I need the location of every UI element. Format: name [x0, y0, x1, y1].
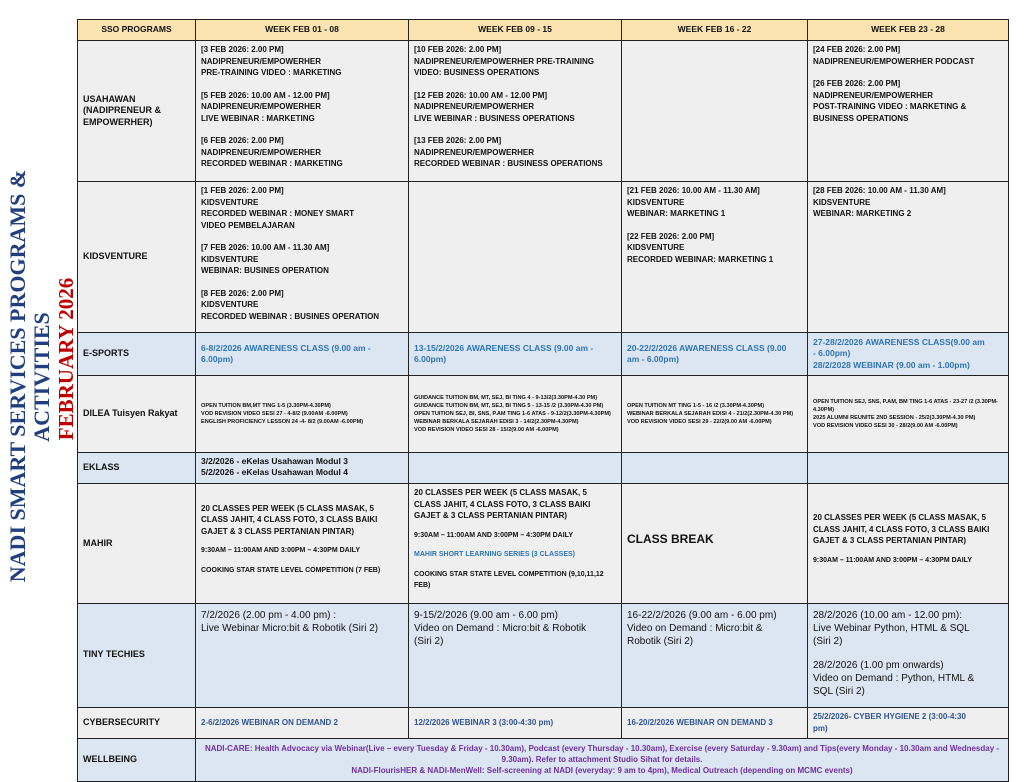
schedule-entry: CLASS BREAK: [627, 531, 714, 546]
week-1-cell: [196, 41, 409, 182]
schedule-entry: 20 CLASSES PER WEEK (5 CLASS MASAK, 5 CLASS JAHIT, 4 CLASS FOTO, 3 CLASS BAIKI GAJET & 3 CLASS PERTANIAN PINTAR): [414, 488, 591, 520]
program-row: [78, 484, 1009, 604]
schedule-entry: [26 FEB 2026: 2.00 PM] NADIPRENEUR/EMPOWERHER POST-TRAINING VIDEO : MARKETING & BUSINESS OPERATIONS: [813, 79, 967, 123]
week-3-cell: [622, 333, 808, 376]
schedule-entry: 28/2/2026 (1.00 pm onwards) Video on Demand : Python, HTML & SQL (Siri 2): [813, 659, 975, 697]
week-2-cell: [409, 453, 622, 484]
week-2-cell: [409, 376, 622, 453]
week-2-cell: [409, 182, 622, 333]
schedule-entry: NADI-FlourisHER & NADI-MenWell: Self-screening at NADI (everyday: 9 am to 4pm), Medical Outreach (depending on MCMC events): [351, 766, 853, 775]
schedule-entry: 9:30AM – 11:00AM AND 3:00PM – 4:30PM DAILY: [813, 556, 972, 564]
header-week-4: WEEK FEB 23 - 28: [808, 20, 1009, 41]
program-label: USAHAWAN (NADIPRENEUR & EMPOWERHER): [78, 41, 196, 182]
schedule-entry: 16-20/2/2026 WEBINAR ON DEMAND 3: [627, 717, 773, 727]
week-1-cell: [196, 333, 409, 376]
week-1-cell: [196, 603, 409, 707]
program-label: E-SPORTS: [78, 333, 196, 376]
week-3-cell: [622, 453, 808, 484]
header-row: [78, 20, 1009, 41]
schedule-entry: [7 FEB 2026: 10.00 AM - 11.30 AM] KIDSVENTURE WEBINAR: BUSINES OPERATION: [201, 243, 330, 275]
program-row: [78, 376, 1009, 453]
week-1-cell: [196, 376, 409, 453]
week-4-cell: [808, 376, 1009, 453]
week-2-cell: [409, 41, 622, 182]
week-4-cell: [808, 484, 1009, 604]
schedule-entry: [22 FEB 2026: 2.00 PM] KIDSVENTURE RECORDED WEBINAR: MARKETING 1: [627, 231, 774, 264]
program-label: DILEA Tuisyen Rakyat: [78, 376, 196, 453]
week-1-cell: [196, 453, 409, 484]
program-row: [78, 453, 1009, 484]
schedule-entry: 3/2/2026 - eKelas Usahawan Modul 3 5/2/2026 - eKelas Usahawan Modul 4: [201, 456, 348, 477]
program-row: [78, 738, 1009, 781]
header-week-1: WEEK FEB 01 - 08: [196, 20, 409, 41]
week-3-cell: [622, 182, 808, 333]
schedule-table: [77, 19, 1009, 782]
program-label: EKLASS: [78, 453, 196, 484]
week-4-cell: [808, 603, 1009, 707]
schedule-entry: 20 CLASSES PER WEEK (5 CLASS MASAK, 5 CLASS JAHIT, 4 CLASS FOTO, 3 CLASS BAIKI GAJET & 3 CLASS PERTANIAN PINTAR): [201, 503, 378, 536]
week-2-cell: [409, 484, 622, 604]
schedule-entry: COOKING STAR STATE LEVEL COMPETITION (7 FEB): [201, 566, 381, 574]
week-1-cell: [196, 484, 409, 604]
week-3-cell: [622, 603, 808, 707]
week-4-cell: [808, 333, 1009, 376]
schedule-entry: [8 FEB 2026: 2.00 PM] KIDSVENTURE RECORDED WEBINAR : BUSINES OPERATION: [201, 288, 380, 321]
program-label: TINY TECHIES: [78, 603, 196, 707]
week-4-cell: [808, 182, 1009, 333]
schedule-entry: [28 FEB 2026: 10.00 AM - 11.30 AM] KIDSVENTURE WEBINAR: MARKETING 2: [813, 186, 946, 218]
schedule-entry: 20-22/2/2026 AWARENESS CLASS (9.00 am - 6.00pm): [627, 342, 787, 364]
schedule-entry: MAHIR SHORT LEARNING SERIES (3 CLASSES): [414, 551, 576, 558]
week-4-cell: [808, 707, 1009, 738]
schedule-entry: 25/2/2026- CYBER HYGIENE 2 (3:00-4:30 pm): [813, 712, 966, 733]
schedule-entry: 6-8/2/2026 AWARENESS CLASS (9.00 am - 6.00pm): [201, 342, 371, 364]
week-1-cell: [196, 707, 409, 738]
schedule-entry: 28/2/2026 (10.00 am - 12.00 pm): Live Webinar Python, HTML & SQL (Siri 2): [813, 609, 970, 647]
week-2-cell: [409, 707, 622, 738]
header-week-2: WEEK FEB 09 - 15: [409, 20, 622, 41]
week-1-cell: [196, 182, 409, 333]
schedule-entry: [24 FEB 2026: 2.00 PM] NADIPRENEUR/EMPOWERHER PODCAST: [813, 45, 975, 66]
schedule-entry: [13 FEB 2026: 2.00 PM] NADIPRENEUR/EMPOWERHER RECORDED WEBINAR : BUSINESS OPERATIONS: [414, 136, 603, 168]
week-2-cell: [409, 333, 622, 376]
program-row: [78, 41, 1009, 182]
schedule-entry: 12/2/2026 WEBINAR 3 (3:00-4:30 pm): [414, 717, 554, 727]
program-row: [78, 603, 1009, 707]
program-label: MAHIR: [78, 484, 196, 604]
schedule-entry: OPEN TUITION MT TING 1-5 - 16 /2 (3.30PM-4.30PM) WEBINAR BERKALA SEJARAH EDISI 4 - 21/2(2.30PM-4.30 PM) VOD REVISION VIDEO SESI 29 - 22/2(9.00 AM -6.00PM): [627, 403, 794, 425]
program-label: CYBERSECURITY: [78, 707, 196, 738]
schedule-entry: [10 FEB 2026: 2.00 PM] NADIPRENEUR/EMPOWERHER PRE-TRAINING VIDEO: BUSINESS OPERATIONS: [414, 45, 595, 77]
schedule-entry: [6 FEB 2026: 2.00 PM] NADIPRENEUR/EMPOWERHER RECORDED WEBINAR : MARKETING: [201, 136, 343, 168]
week-3-cell: [622, 376, 808, 453]
schedule-entry: 9-15/2/2026 (9.00 am - 6.00 pm) Video on Demand : Micro:bit & Robotik (Siri 2): [414, 609, 587, 647]
schedule-entry: 16-22/2/2026 (9.00 am - 6.00 pm) Video on Demand : Micro:bit & Robotik (Siri 2): [627, 609, 777, 647]
program-row: [78, 182, 1009, 333]
schedule-entry: 2-6/2/2026 WEBINAR ON DEMAND 2: [201, 717, 338, 727]
schedule-entry: OPEN TUITION SEJ, SNS, P.AM, BM TING 1-6 ATAS - 23-27 /2 (3.30PM-4.30PM) 2025 ALUMNI REUNITE 2ND SESSION - 25/2(3.30PM-4.30 PM) VOD REVISION VIDEO SESI 30 - 28/2(9.00 AM -6.00PM): [813, 399, 999, 429]
schedule-entry: [12 FEB 2026: 10.00 AM - 12.00 PM] NADIPRENEUR/EMPOWERHER LIVE WEBINAR : BUSINESS OPERATIONS: [414, 90, 575, 123]
schedule-entry: 13-15/2/2026 AWARENESS CLASS (9.00 am - 6.00pm): [414, 342, 594, 364]
header-programs: SSO PROGRAMS: [78, 20, 196, 41]
week-4-cell: [808, 41, 1009, 182]
schedule-entry: [3 FEB 2026: 2.00 PM] NADIPRENEUR/EMPOWERHER PRE-TRAINING VIDEO : MARKETING: [201, 45, 342, 77]
program-row: [78, 707, 1009, 738]
program-label: WELLBEING: [78, 738, 196, 781]
schedule-entry: OPEN TUITION BM,MT TING 1-5 (3.30PM-4.30PM) VOD REVISION VIDEO SESI 27 - 4-8/2 (9.00AM -6.00PM) ENGLISH PROFICIENCY LESSON 24 -4- 8/2 (9.00AM -6.00PM): [201, 403, 364, 425]
schedule-entry: [5 FEB 2026: 10.00 AM - 12.00 PM] NADIPRENEUR/EMPOWERHER LIVE WEBINAR : MARKETING: [201, 90, 330, 123]
schedule-entry: 7/2/2026 (2.00 pm - 4.00 pm) : Live Webinar Micro:bit & Robotik (Siri 2): [201, 609, 379, 634]
schedule-entry: [1 FEB 2026: 2.00 PM] KIDSVENTURE RECORDED WEBINAR : MONEY SMART VIDEO PEMBELAJARAN: [201, 186, 355, 230]
program-row: [78, 333, 1009, 376]
schedule-entry: 20 CLASSES PER WEEK (5 CLASS MASAK, 5 CLASS JAHIT, 4 CLASS FOTO, 3 CLASS BAIKI GAJET & 3 CLASS PERTANIAN PINTAR): [813, 513, 990, 546]
schedule-entry: [21 FEB 2026: 10.00 AM - 11.30 AM] KIDSVENTURE WEBINAR: MARKETING 1: [627, 186, 760, 218]
program-label: KIDSVENTURE: [78, 182, 196, 333]
week-2-cell: [409, 603, 622, 707]
header-week-3: WEEK FEB 16 - 22: [622, 20, 808, 41]
week-4-cell: [808, 453, 1009, 484]
week-3-cell: [622, 41, 808, 182]
wellbeing-cell: [196, 738, 1009, 781]
schedule-entry: 9:30AM – 11:00AM AND 3:00PM – 4:30PM DAILY: [414, 531, 573, 539]
schedule-entry: COOKING STAR STATE LEVEL COMPETITION (9,10,11,12 FEB): [414, 570, 604, 589]
month-title: FEBRUARY 2026: [54, 277, 78, 441]
schedule-entry: GUIDANCE TUITION BM, MT, SEJ, BI TING 4 - 9-13/2(3.30PM-4.30 PM) GUIDANCE TUITION BM, MT, SEJ, BI TING 5 - 13-15 /2 (3.30PM-4.30 PM) OPEN TUITION SEJ, BI, SNS, P.AM TING 1-6 ATAS - 9-12/2(3.30PM-4.30PM) WEBINAR BERKALA SEJARAH EDISI 3 - 14/2(2.30PM-4.30PM) VOD REVISION VIDEO SESI 28 - 15/2(9.00 AM -6.00PM): [414, 395, 611, 433]
schedule-entry: 9:30AM – 11:00AM AND 3:00PM – 4:30PM DAILY: [201, 547, 360, 554]
document-title-line-2: ACTIVITIES: [29, 312, 54, 442]
document-title-line-1: NADI SMART SERVICES PROGRAMS &: [5, 169, 30, 583]
schedule-entry: NADI-CARE: Health Advocacy via Webinar(Live – every Tuesday & Friday - 10.30am), Podcast (every Thursday - 10.30am), Exercise (every Saturday - 9.30am) and Tips(every Monday - 10.30am and Wednesday - 9.30am). Refer to attachment Studio Sihat for details.: [204, 744, 1000, 764]
week-3-cell: [622, 707, 808, 738]
week-3-cell: [622, 484, 808, 604]
schedule-entry: 27-28/2/2026 AWARENESS CLASS(9.00 am - 6.00pm) 28/2/2028 WEBINAR (9.00 am - 1.00pm): [813, 336, 985, 370]
